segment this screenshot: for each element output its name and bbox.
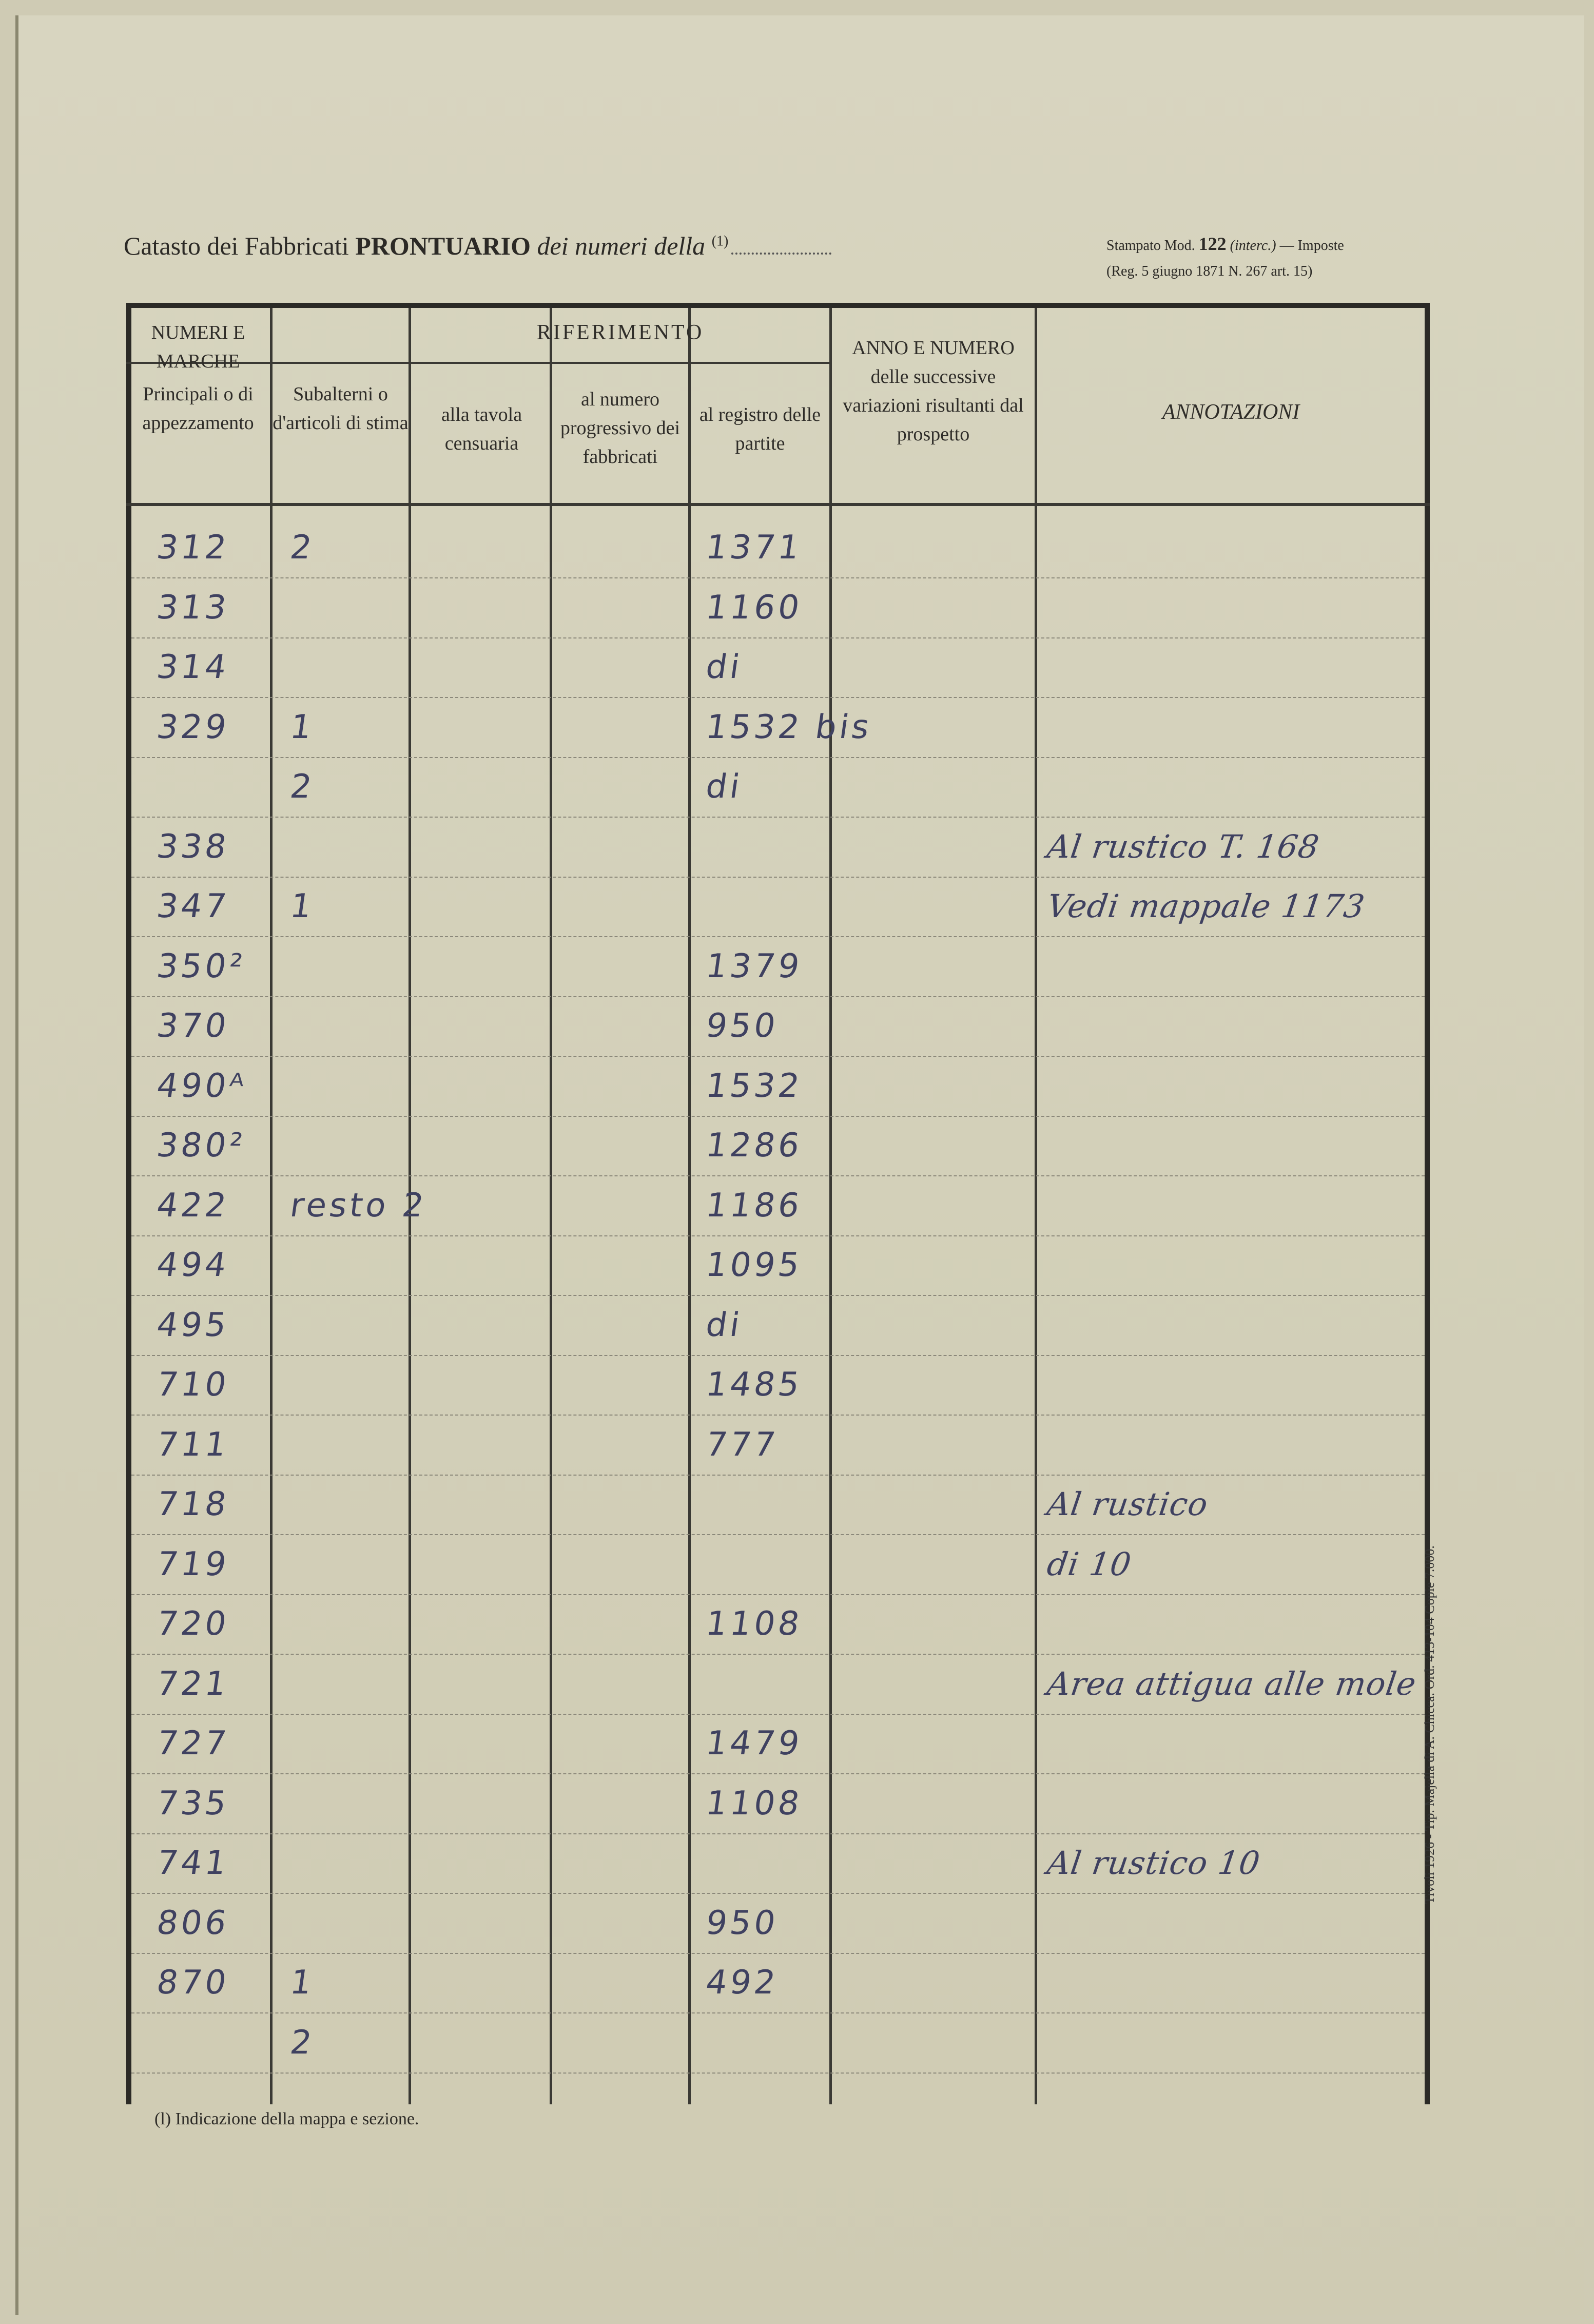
row-subalterno: resto 2 xyxy=(287,1186,430,1225)
row-registro: 1286 xyxy=(703,1127,805,1165)
row-rule xyxy=(131,697,1425,698)
row-registro: 1095 xyxy=(703,1246,805,1284)
row-annotazione: Al rustico 10 xyxy=(1044,1844,1263,1882)
row-subalterno: 1 xyxy=(287,1964,317,2002)
mod-number: 122 xyxy=(1198,234,1227,254)
row-principale: 710 xyxy=(154,1366,232,1404)
header-registro: al registro delle partite xyxy=(699,404,821,454)
row-principale: 494 xyxy=(154,1246,232,1284)
row-rule xyxy=(131,1295,1425,1296)
row-annotazione: Al rustico T. 168 xyxy=(1044,827,1322,865)
row-rule xyxy=(131,1833,1425,1834)
row-rule xyxy=(131,637,1425,638)
row-principale: 380² xyxy=(154,1127,248,1165)
row-rule xyxy=(131,1893,1425,1894)
row-principale: 338 xyxy=(154,827,232,866)
row-rule xyxy=(131,877,1425,878)
row-subalterno: 2 xyxy=(287,768,317,806)
header-title xyxy=(124,231,831,261)
regulation-line: (Reg. 5 giugno 1871 N. 267 art. 15) xyxy=(1106,263,1313,279)
row-principale: 350² xyxy=(154,947,248,985)
row-rule xyxy=(131,1116,1425,1117)
row-registro: 1371 xyxy=(703,529,805,567)
row-annotazione: Al rustico xyxy=(1044,1485,1211,1523)
row-principale: 312 xyxy=(154,529,232,567)
row-rule xyxy=(131,1355,1425,1356)
row-principale: 490ᴬ xyxy=(154,1067,249,1105)
row-principale: 806 xyxy=(154,1904,232,1942)
row-principale: 495 xyxy=(154,1306,232,1344)
row-rule xyxy=(131,1175,1425,1176)
row-registro: di xyxy=(703,648,745,686)
row-registro: 950 xyxy=(703,1007,781,1045)
row-rule xyxy=(131,817,1425,818)
header-subalterni: Subalterni o d'articoli di stima xyxy=(273,383,409,434)
row-rule xyxy=(131,1714,1425,1715)
row-rule xyxy=(131,1654,1425,1655)
header-bottom-rule xyxy=(126,503,1430,506)
header-riferimento: RIFERIMENTO xyxy=(536,321,704,344)
row-rule xyxy=(131,1056,1425,1057)
row-subalterno: 2 xyxy=(287,529,317,567)
row-rule xyxy=(131,1415,1425,1416)
row-registro: 1379 xyxy=(703,947,805,985)
header-progressivo: al numero progressivo dei fabbricati xyxy=(560,389,681,468)
header-tail: dei numeri della xyxy=(537,231,706,260)
row-rule xyxy=(131,1534,1425,1535)
row-registro: di xyxy=(703,1306,745,1344)
row-rule xyxy=(131,1235,1425,1236)
row-principale: 718 xyxy=(154,1485,232,1523)
row-subalterno: 1 xyxy=(287,708,317,746)
row-principale: 314 xyxy=(154,648,232,686)
printer-imprint: Tivoli 1926 - Tip. Majella di A. Chicca. Ord. 413-104 Copie 7.000. xyxy=(1422,1545,1437,1904)
row-principale: 727 xyxy=(154,1725,232,1763)
imposte-label: — Imposte xyxy=(1279,238,1344,254)
row-principale: 721 xyxy=(154,1664,232,1703)
header-main-title: PRONTUARIO xyxy=(355,231,531,260)
row-principale: 741 xyxy=(154,1844,232,1882)
document-page xyxy=(15,15,1584,2315)
row-registro: 1108 xyxy=(703,1605,805,1643)
row-subalterno: 2 xyxy=(287,2023,317,2062)
row-principale: 329 xyxy=(154,708,232,746)
row-registro: di xyxy=(703,768,745,806)
row-registro: 1485 xyxy=(703,1366,805,1404)
row-principale: 313 xyxy=(154,588,232,627)
row-registro: 492 xyxy=(703,1964,781,2002)
row-rule xyxy=(131,1773,1425,1774)
row-registro: 777 xyxy=(703,1425,781,1464)
row-annotazione: Area attigua alle mole xyxy=(1044,1664,1419,1702)
row-principale: 735 xyxy=(154,1784,232,1823)
row-principale: 719 xyxy=(154,1545,232,1583)
row-rule xyxy=(131,996,1425,997)
row-principale: 870 xyxy=(154,1964,232,2002)
row-rule xyxy=(131,936,1425,937)
row-principale: 347 xyxy=(154,887,232,925)
header-anno-numero: ANNO E NUMERO delle successive variazioni risultanti dal prospetto xyxy=(843,337,1024,445)
mod-suffix: (interc.) xyxy=(1230,238,1276,254)
row-rule xyxy=(131,2012,1425,2013)
header-tavola: alla tavola censuaria xyxy=(441,404,522,454)
row-rule xyxy=(131,757,1425,758)
header-prefix: Catasto dei Fabbricati xyxy=(124,231,349,260)
row-annotazione: di 10 xyxy=(1044,1545,1134,1583)
print-label: Stampato Mod. xyxy=(1106,238,1195,254)
register-table xyxy=(126,303,1430,2104)
header-note-mark: (1) xyxy=(711,233,729,249)
row-registro: 1532 bis xyxy=(703,708,875,746)
row-principale: 422 xyxy=(154,1186,232,1225)
header-numeri-marche: NUMERI E MARCHE xyxy=(151,322,245,372)
header-principali: Principali o di appezzamento xyxy=(142,383,254,434)
row-registro: 1160 xyxy=(703,588,805,627)
row-rule xyxy=(131,1953,1425,1954)
table-left-border xyxy=(126,308,131,2104)
row-rule xyxy=(131,1475,1425,1476)
row-principale: 711 xyxy=(154,1425,232,1464)
fill-in-line xyxy=(731,253,831,255)
row-registro: 1479 xyxy=(703,1725,805,1763)
header-annotazioni: ANNOTAZIONI xyxy=(1162,400,1300,424)
row-registro: 1532 xyxy=(703,1067,805,1105)
row-rule xyxy=(131,577,1425,578)
row-annotazione: Vedi mappale 1173 xyxy=(1044,887,1368,925)
print-info xyxy=(1106,231,1344,284)
row-principale: 370 xyxy=(154,1007,232,1045)
row-rule xyxy=(131,1594,1425,1595)
footnote: (l) Indicazione della mappa e sezione. xyxy=(154,2109,419,2128)
row-rule xyxy=(131,2073,1425,2074)
row-principale: 720 xyxy=(154,1605,232,1643)
row-registro: 950 xyxy=(703,1904,781,1942)
row-subalterno: 1 xyxy=(287,887,317,925)
row-registro: 1186 xyxy=(703,1186,805,1225)
row-registro: 1108 xyxy=(703,1784,805,1823)
